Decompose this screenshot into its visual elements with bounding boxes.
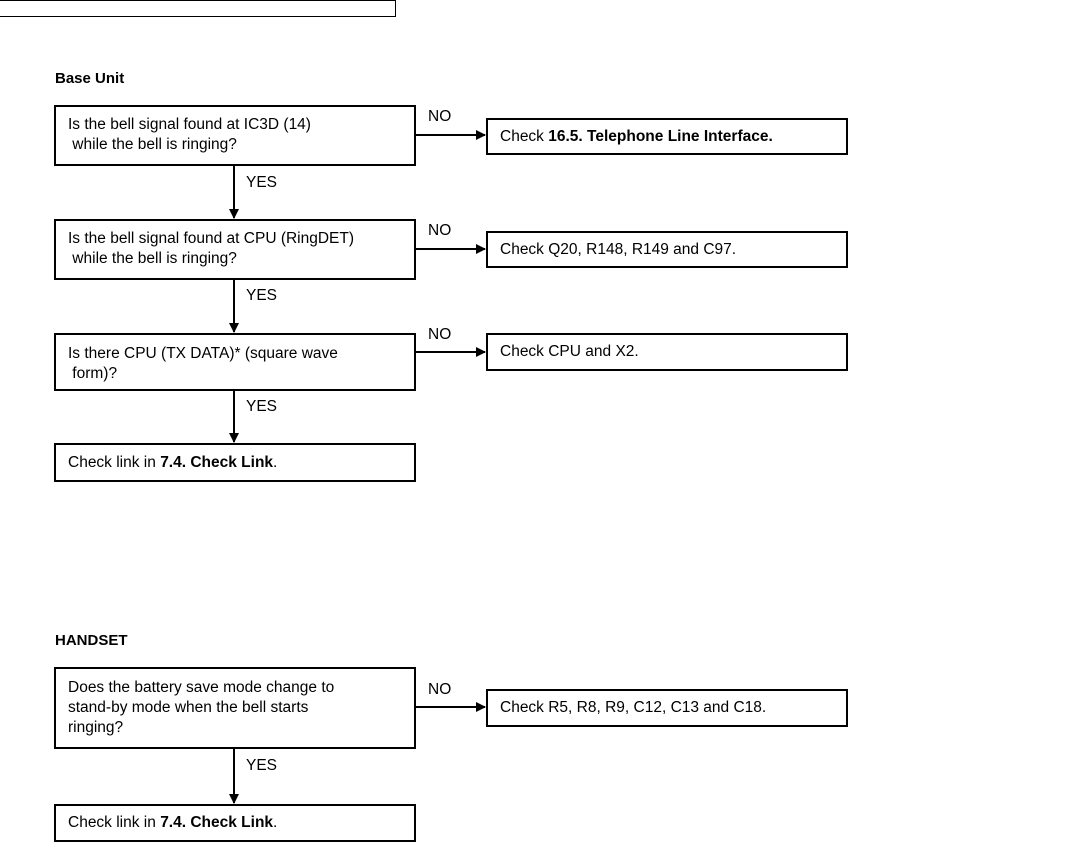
action-text: Check Q20, R148, R149 and C97. — [500, 240, 737, 258]
question-text: Is the bell signal found at IC3D (14) — [68, 116, 311, 133]
question-text: form)? — [68, 365, 118, 382]
question-text: ringing? — [68, 719, 124, 736]
yes-label: YES — [246, 398, 278, 415]
section-title-base-unit: Base Unit — [55, 70, 125, 87]
question-text: Is there CPU (TX DATA)* (square wave — [68, 345, 338, 362]
end-text: Check link in 7.4. Check Link. — [68, 814, 278, 831]
question-text: stand-by mode when the bell starts — [68, 699, 309, 716]
no-label: NO — [428, 108, 452, 125]
action-text: Check 16.5. Telephone Line Interface. — [500, 127, 773, 145]
end-text: Check link in 7.4. Check Link. — [68, 453, 278, 471]
section-title-handset: HANDSET — [55, 632, 128, 649]
no-label: NO — [428, 222, 452, 239]
question-text: while the bell is ringing? — [68, 136, 237, 153]
action-text: Check R5, R8, R9, C12, C13 and C18. — [500, 699, 767, 716]
yes-label: YES — [246, 174, 278, 191]
no-label: NO — [428, 681, 452, 698]
question-text: Is the bell signal found at CPU (RingDET) — [68, 230, 355, 247]
action-text: Check CPU and X2. — [500, 343, 639, 360]
no-label: NO — [428, 326, 452, 343]
yes-label: YES — [246, 757, 278, 774]
question-text: while the bell is ringing? — [68, 250, 237, 267]
question-text: Does the battery save mode change to — [68, 679, 335, 696]
yes-label: YES — [246, 287, 278, 304]
